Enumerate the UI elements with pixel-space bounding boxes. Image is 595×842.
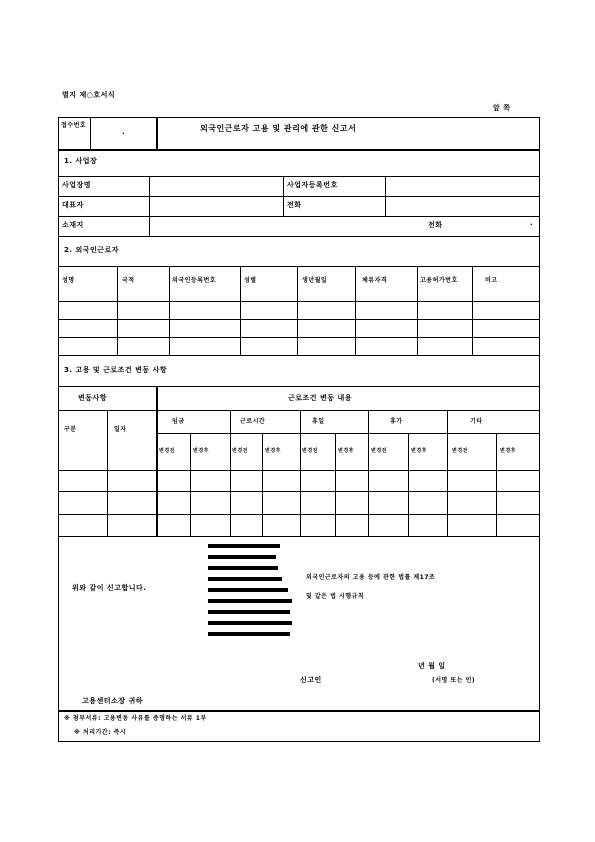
section3-title: 3. 고용 및 근로조건 변동 사항 [64, 366, 168, 374]
form-frame [58, 117, 540, 742]
attach-line-2: ※ 처리기간: 즉시 [74, 729, 127, 736]
col-birth: 생년월일 [302, 277, 328, 284]
col-reg-no: 외국인등록번호 [172, 277, 217, 284]
section1-title: 1. 사업장 [64, 157, 98, 165]
pair-after-2: 변경후 [265, 448, 281, 454]
pair-before-1: 변경전 [159, 448, 175, 454]
pair-before-5: 변경전 [452, 448, 468, 454]
col-name: 성명 [62, 277, 75, 284]
col-visa: 체류자격 [362, 277, 388, 284]
group-other: 기타 [470, 418, 483, 425]
col-permit: 고용허가번호 [420, 277, 458, 284]
employer-tel-label: 전화 [428, 221, 443, 229]
form-label: 별지 제○호서식 [62, 91, 116, 99]
to-label: 고용센터소장 귀하 [82, 697, 144, 705]
section2-title: 2. 외국인근로자 [64, 246, 120, 254]
legal-text-1: 외국인근로자의 고용 등에 관한 법률 제17조 [306, 574, 436, 581]
employer-rep-label: 대표자 [62, 201, 84, 209]
pair-after-5: 변경후 [500, 448, 516, 454]
statement: 위와 같이 신고합니다. [72, 584, 147, 592]
signer-label: 신고인 [300, 676, 322, 684]
section3-left-header: 변동사항 [78, 394, 108, 402]
col-note: 비고 [485, 277, 498, 284]
legal-text-2: 및 같은 법 시행규칙 [306, 593, 365, 600]
col-nationality: 국적 [122, 277, 135, 284]
section3-right-header: 근로조건 변동 내용 [288, 394, 352, 402]
employer-phone-label: 전화 [287, 201, 302, 209]
receipt-no-label: 접수번호 [61, 122, 87, 129]
group-holiday: 휴일 [312, 418, 325, 425]
form-title: 외국인근로자 고용 및 관리에 관한 신고서 [200, 124, 357, 133]
pair-after-1: 변경후 [193, 448, 209, 454]
page-label: 앞 쪽 [493, 104, 511, 112]
date-label: 년 월 일 [418, 662, 446, 670]
sub-type: 구분 [64, 426, 77, 433]
pair-before-3: 변경전 [302, 448, 318, 454]
employer-addr-label: 소재지 [62, 221, 84, 229]
pair-after-3: 변경후 [338, 448, 354, 454]
sub-date: 일자 [114, 426, 127, 433]
pair-before-4: 변경전 [371, 448, 387, 454]
pair-before-2: 변경전 [232, 448, 248, 454]
employer-name-label: 사업장명 [62, 181, 92, 189]
group-hours: 근로시간 [240, 418, 266, 425]
pair-after-4: 변경후 [411, 448, 427, 454]
group-leave: 휴가 [390, 418, 403, 425]
col-sex: 성별 [244, 277, 257, 284]
group-wage: 임금 [172, 418, 185, 425]
sign-mark: (서명 또는 인) [432, 677, 476, 684]
attach-line-1: ※ 첨부서류: 고용변동 사유를 증명하는 서류 1부 [64, 715, 207, 722]
employer-regno-label: 사업자등록번호 [287, 181, 338, 189]
